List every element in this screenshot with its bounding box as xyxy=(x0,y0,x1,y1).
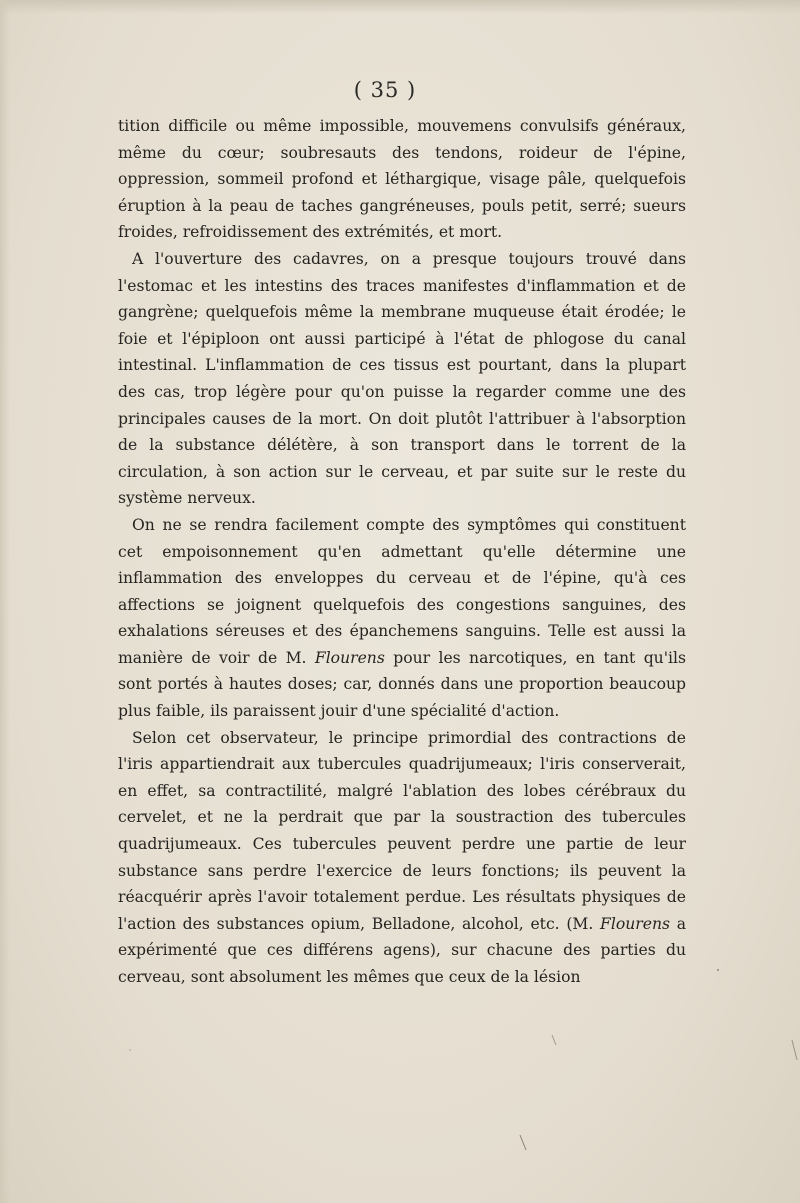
paragraph-1: tition difficile ou même impossible, mouvemens convulsifs généraux, même du cœur; soubresauts des tendons, roideur de l'épine, oppression, sommeil profond et léthargique, visage pâle, quelquefois éruption à la peau de taches gangréneuses, pouls petit, serré; sueurs froides, refroidissement des extrémités, et mort. xyxy=(118,117,686,242)
paragraph-4 xyxy=(118,725,686,991)
author-name-flourens: Flourens xyxy=(314,648,385,667)
paragraph-4-text-after: a expérimenté que ces différens agens), sur chacune des parties du cerveau, sont absolument les mêmes que ceux de la lésion xyxy=(118,914,686,986)
author-name-flourens-2: Flourens xyxy=(600,914,670,933)
paragraph-3-text-after: pour les narcotiques, en tant qu'ils sont portés à hautes doses; car, donnés dans une proportion beaucoup plus faible, ils paraissent jouir d'une spécialité d'action. xyxy=(118,648,686,721)
page-number: ( 35 ) xyxy=(353,78,417,102)
page-top-edge-shadow xyxy=(0,0,800,14)
paragraph-3 xyxy=(118,512,686,725)
paragraph-4-text-before: Selon cet observateur, le principe primordial des contractions de l'iris appartiendrait aux tubercules quadrijumeaux; l'iris conserverait, en effet, sa contractilité, malgré l'ablation des lobes cérébraux du cervelet, et ne la perdrait que par la soustraction des tubercules quadrijumeaux. Ces tubercules peuvent perdre une partie de leur substance sans perdre l'exercice de leurs fonctions; ils peuvent la réacquérir après l'avoir totalement perdue. Les résultats physiques de l'action des substances opium, Belladone, alcohol, etc. (M. xyxy=(118,728,686,933)
page-left-edge-shadow xyxy=(0,0,10,1203)
paragraph-3-text-before: On ne se rendra facilement compte des symptômes qui constituent cet empoisonnement qu'en admettant qu'elle détermine une inflammation des enveloppes du cerveau et de l'épine, qu'à ces affections se joignent quelquefois des congestions sanguines, des exhalations séreuses et des épanchemens sanguins. Telle est aussi la manière de voir de M. xyxy=(118,515,686,667)
paragraph-2: A l'ouverture des cadavres, on a presque toujours trouvé dans l'estomac et les intestins des traces manifestes d'inflammation et de gangrène; quelquefois même la membrane muqueuse était érodée; le foie et l'épiploon ont aussi participé à l'état de phlogose du canal intestinal. L'inflammation de ces tissus est pourtant, dans la plupart des cas, trop légère pour qu'on puisse la regarder comme une des principales causes de la mort. On doit plutôt l'attribuer à l'absorption de la substance délétère, à son transport dans le torrent de la circulation, à son action sur le cerveau, et par suite sur le reste du système nerveux. xyxy=(118,249,686,508)
body-text xyxy=(118,113,686,991)
